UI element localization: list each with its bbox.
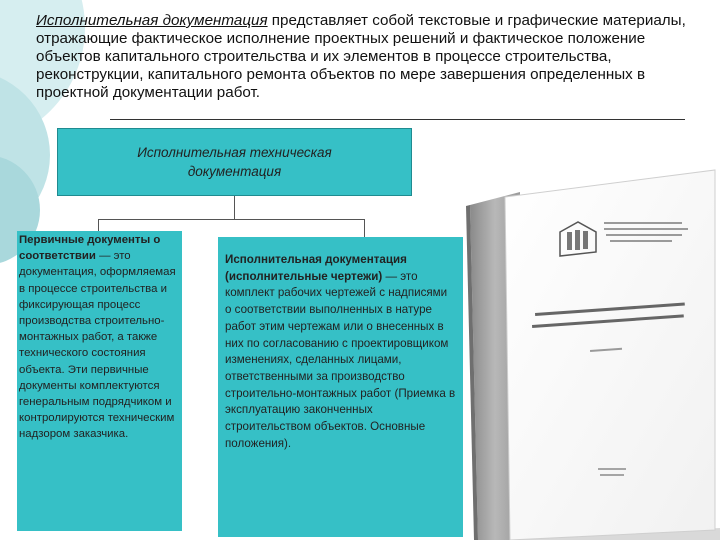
executive-docs-box <box>218 237 463 537</box>
technical-docs-title: Исполнительная техническая документация <box>137 145 332 179</box>
intro-term: Исполнительная документация <box>36 12 268 29</box>
connector-line <box>234 196 235 219</box>
building-logo-emblem <box>560 222 596 256</box>
technical-docs-box <box>57 128 412 196</box>
connector-line <box>98 219 364 220</box>
intro-paragraph <box>36 12 704 102</box>
primary-docs-title: Первичные документы о соответствии <box>19 234 161 263</box>
executive-docs-title: Исполнительная документация (исполнительные чертежи) <box>225 253 407 283</box>
executive-docs-text: — это комплект рабочих чертежей с надписями о соответствии выполненных в натуре работ этим чертежам или о внесенных в них по согласованию с проектировщиком изменениях, сделанных лицами, ответственными за производство строительно-монтажных работ (Приемка в эксплуатацию законченных строительством объектов. Основные положения). <box>225 269 456 450</box>
intro-text: представляет собой текстовые и графические материалы, отражающие фактическое исполнение проектных решений и фактическое положение объектов капитального строительства и их элементов в процессе строительства, реконструкции, капитального ремонта объектов по мере завершения определенных в проектной документации работ. <box>36 12 686 101</box>
connector-line <box>98 219 99 231</box>
primary-docs-text: — это документация, оформляемая в процессе строительства и фиксирующая процесс производства строительно-монтажных работ, а также технического состояния объекта. Эти первичные документы комплектуются генеральным подрядчиком и контролируются техническим надзором заказчика. <box>19 250 176 441</box>
primary-docs-box <box>17 231 182 531</box>
divider <box>110 119 685 120</box>
connector-line <box>364 219 365 237</box>
